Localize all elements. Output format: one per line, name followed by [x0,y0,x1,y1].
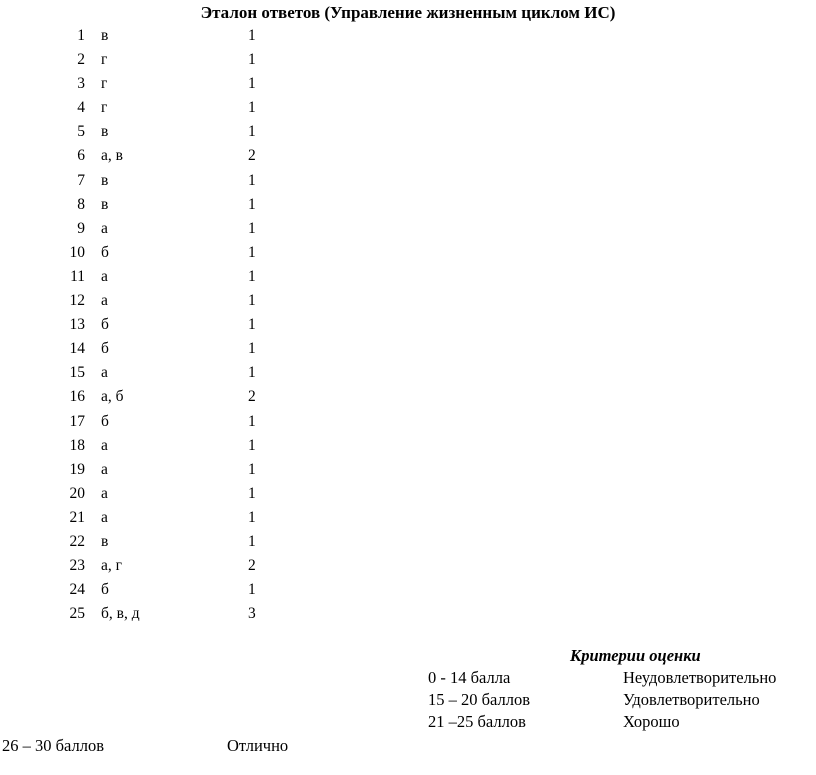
points-value: 1 [248,51,256,69]
points-value: 1 [248,99,256,117]
points-value: 1 [248,195,256,213]
question-number: 9 [77,219,85,237]
answer-row [0,602,300,626]
answer-row [0,361,300,385]
answer-value: в [101,171,109,189]
answer-value: а [101,484,108,502]
points-value: 1 [248,292,256,310]
answer-value: б [101,316,109,334]
question-number: 17 [69,412,85,430]
page-title: Эталон ответов (Управление жизненным циклом ИС) [200,3,616,22]
answer-row [0,193,300,217]
points-value: 1 [248,412,256,430]
answer-value: в [101,195,109,213]
criteria-range: 21 –25 баллов [428,712,526,731]
points-value: 1 [248,532,256,550]
criteria-grade: Отлично [227,736,289,755]
criteria-range: 26 – 30 баллов [2,736,104,755]
question-number: 1 [77,27,85,44]
points-value: 1 [248,243,256,261]
criteria-grade: Хорошо [623,712,680,731]
points-value: 3 [248,605,256,623]
answer-value: б, в, д [101,605,140,623]
answer-row [0,120,300,144]
answer-row [0,265,300,289]
points-value: 2 [248,147,256,165]
criteria-range: 0 - 14 балла [428,668,511,687]
answer-row [0,241,300,265]
points-value: 2 [248,388,256,406]
points-value: 1 [248,460,256,478]
question-number: 3 [77,75,85,93]
points-value: 1 [248,219,256,237]
question-number: 6 [77,147,85,165]
question-number: 19 [69,460,85,478]
question-number: 7 [77,171,85,189]
answer-value: а [101,460,108,478]
answer-row [0,530,300,554]
answer-row [0,96,300,120]
criteria-grade: Неудовлетворительно [623,668,777,687]
question-number: 20 [69,484,85,502]
answer-row [0,72,300,96]
answer-key-table [0,24,300,626]
question-number: 4 [77,99,85,117]
points-value: 1 [248,171,256,189]
answer-row [0,24,300,48]
criteria-title: Критерии оценки [570,646,701,665]
question-number: 16 [69,388,85,406]
question-number: 8 [77,195,85,213]
answer-row [0,144,300,168]
question-number: 5 [77,123,85,141]
answer-row [0,337,300,361]
criteria-grade: Удовлетворительно [623,690,760,709]
answer-row [0,458,300,482]
answer-value: а [101,219,108,237]
answer-row [0,578,300,602]
answer-value: а [101,364,108,382]
answer-row [0,385,300,409]
points-value: 1 [248,123,256,141]
answer-value: а, г [101,557,122,575]
points-value: 1 [248,340,256,358]
criteria-range: 15 – 20 баллов [428,690,530,709]
points-value: 1 [248,75,256,93]
answer-value: а [101,267,108,285]
question-number: 2 [77,51,85,69]
answer-row [0,482,300,506]
points-value: 1 [248,364,256,382]
question-number: 14 [69,340,85,358]
points-value: 1 [248,436,256,454]
question-number: 18 [69,436,85,454]
answer-value: а [101,508,108,526]
answer-value: а [101,436,108,454]
answer-value: г [101,99,108,117]
question-number: 11 [70,267,85,285]
answer-value: в [101,27,109,44]
answer-value: в [101,123,109,141]
question-number: 13 [69,316,85,334]
answer-value: г [101,51,108,69]
question-number: 25 [69,605,85,623]
answer-row [0,554,300,578]
answer-row [0,434,300,458]
question-number: 23 [69,557,85,575]
points-value: 1 [248,581,256,599]
answer-value: в [101,532,109,550]
answer-value: б [101,340,109,358]
points-value: 1 [248,484,256,502]
answer-row [0,48,300,72]
points-value: 1 [248,508,256,526]
answer-row [0,410,300,434]
points-value: 1 [248,27,256,44]
answer-row [0,289,300,313]
answer-value: а [101,292,108,310]
points-value: 2 [248,557,256,575]
answer-row [0,217,300,241]
answer-value: а, б [101,388,124,406]
answer-value: б [101,243,109,261]
question-number: 22 [69,532,85,550]
points-value: 1 [248,267,256,285]
question-number: 24 [69,581,85,599]
answer-row [0,506,300,530]
answer-value: б [101,581,109,599]
answer-value: г [101,75,108,93]
question-number: 12 [69,292,85,310]
answer-value: б [101,412,109,430]
question-number: 15 [69,364,85,382]
question-number: 10 [69,243,85,261]
answer-value: а, в [101,147,123,165]
points-value: 1 [248,316,256,334]
answer-row [0,169,300,193]
question-number: 21 [69,508,85,526]
answer-row [0,313,300,337]
